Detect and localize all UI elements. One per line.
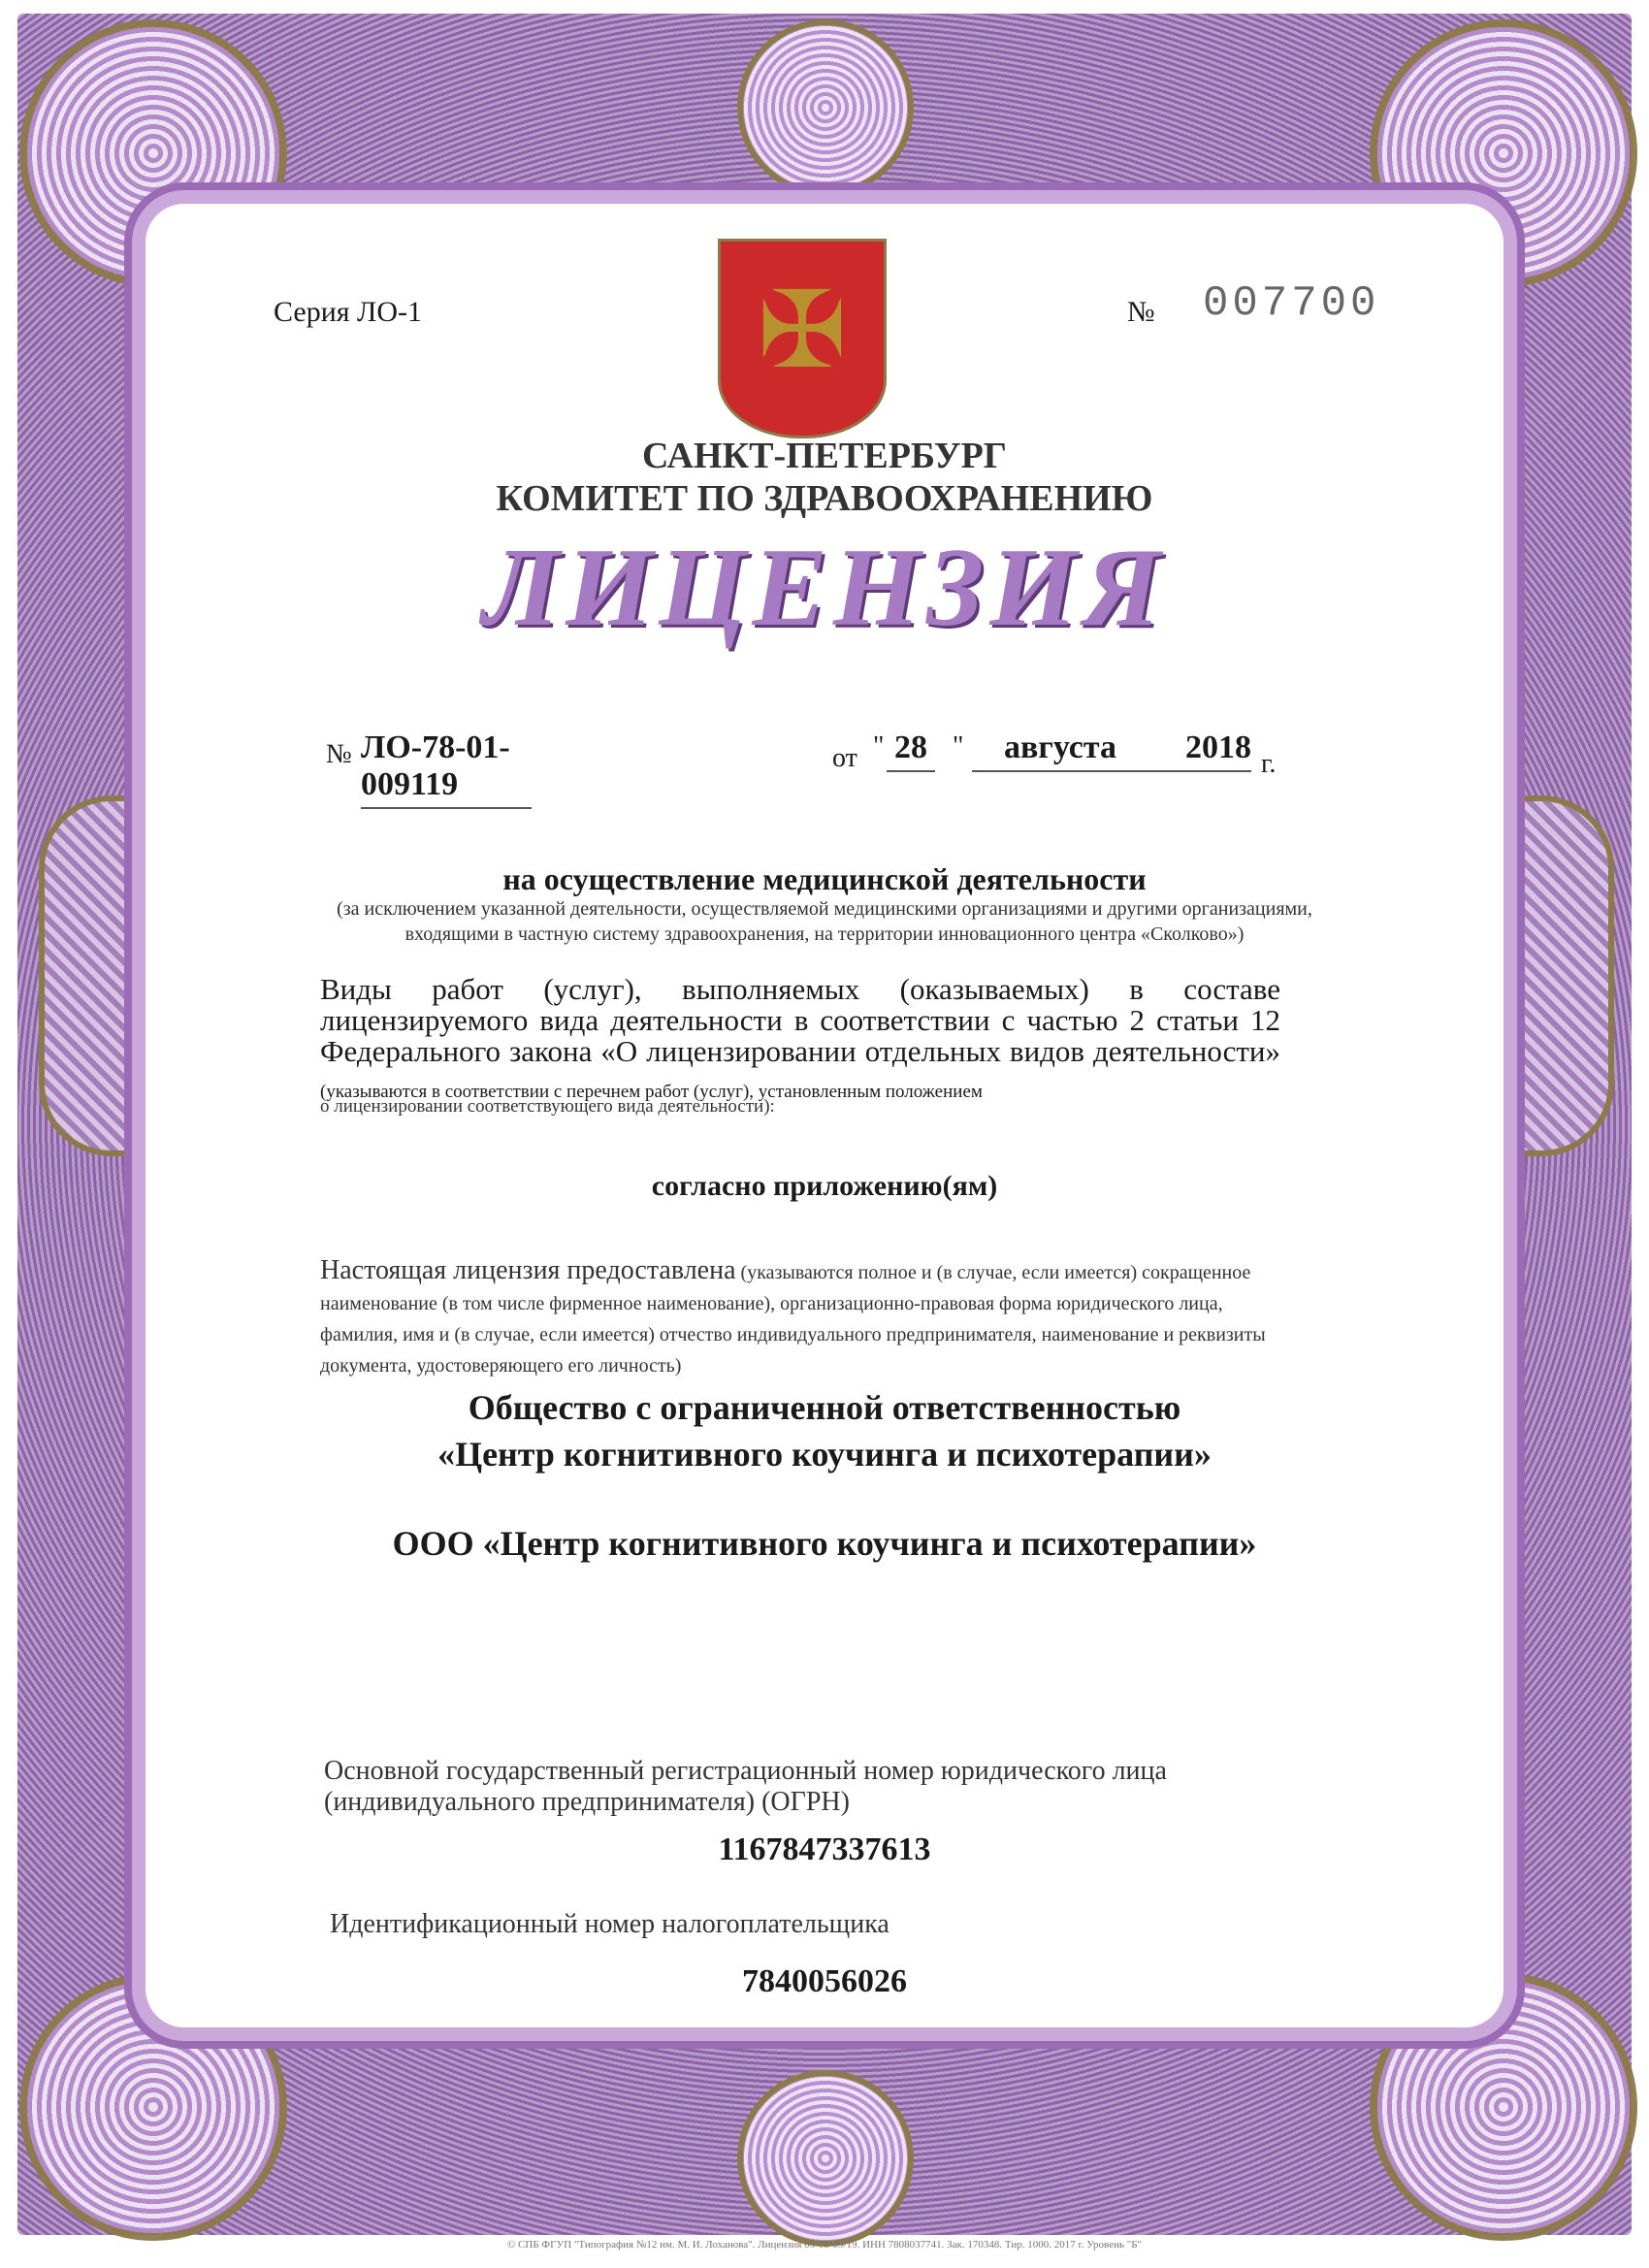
organization-full-name-line2: «Центр когнитивного коучинга и психотерапии»	[437, 1435, 1212, 1474]
coat-of-arms-emblem	[718, 239, 887, 438]
license-day: 28	[887, 729, 935, 772]
double-headed-eagle-icon: ✠	[757, 272, 848, 390]
serial-number: 007700	[1203, 279, 1380, 328]
granted-details: (указываются полное и (в случае, если имеется) сокращенное наименование (в том числе фирменное наименование), организационно-правовая форма юридического лица, фамилия, имя и (в случае, если имеется) отчество индивидуального предпринимателя, наименование и реквизиты документа, удостоверяющего его личность)	[320, 1262, 1266, 1377]
inn-value: 7840056026	[742, 1963, 907, 1999]
works-small-note: (указываются в соответствии с перечнем работ (услуг), установленным положением	[320, 1082, 983, 1102]
activity-title: на осуществление медицинской деятельности	[502, 861, 1147, 896]
date-quote-close: "	[953, 731, 964, 761]
date-quote-open: "	[873, 731, 885, 761]
document-title: ЛИЦЕНЗИЯ	[482, 526, 1167, 650]
per-appendix: согласно приложению(ям)	[651, 1170, 998, 1202]
organization-short-name: ООО «Центр когнитивного коучинга и психотерапии»	[392, 1524, 1257, 1563]
authority-city: САНКТ-ПЕТЕРБУРГ	[642, 436, 1007, 476]
activity-exclusion: (за исключением указанной деятельности, осуществляемой медицинскими организациями и другими организациями, входящими в частную систему здравоохранения, на территории инновационного центра «Сколково»)	[337, 898, 1312, 945]
granted-lead: Настоящая лицензия предоставлена	[320, 1255, 736, 1285]
serial-number-sign: №	[1127, 296, 1155, 328]
printer-footer: © СПБ ФГУП "Типография №12 им. М. И. Лоханова". Лицензия 05-05-09/19. ИНН 7808037741. Зак. 170348. Тир. 1000. 2017 г. Уровень "Б"	[506, 2239, 1143, 2251]
rosette-top	[737, 19, 914, 196]
rosette-bottom	[737, 2070, 914, 2247]
ogrn-label: Основной государственный регистрационный номер юридического лица (индивидуального предпринимателя) (ОГРН)	[324, 1756, 1167, 1817]
date-from-label: от	[832, 743, 857, 773]
works-note: о лицензировании соответствующего вида деятельности):	[320, 1096, 775, 1117]
series-label: Серия ЛО-1	[274, 296, 423, 328]
license-year-suffix: г.	[1261, 749, 1277, 779]
granted-to-description	[320, 1255, 1290, 1381]
ogrn-value: 1167847337613	[718, 1831, 931, 1867]
works-description	[320, 974, 1280, 1108]
inn-label: Идентификационный номер налогоплательщика	[330, 1909, 889, 1939]
license-month: августа	[972, 729, 1148, 772]
license-number: ЛО-78-01-009119	[361, 729, 532, 809]
organization-full-name-line1: Общество с ограниченной ответственностью	[468, 1388, 1181, 1427]
works-text: Виды работ (услуг), выполняемых (оказываемых) в составе лицензируемого вида деятельности в соответствии с частью 2 статьи 12 Федерального закона «О лицензировании отдельных видов деятельности»	[320, 972, 1280, 1068]
license-year: 2018	[1148, 729, 1251, 772]
license-number-sign: №	[326, 739, 352, 769]
authority-committee: КОМИТЕТ ПО ЗДРАВООХРАНЕНИЮ	[496, 478, 1153, 519]
